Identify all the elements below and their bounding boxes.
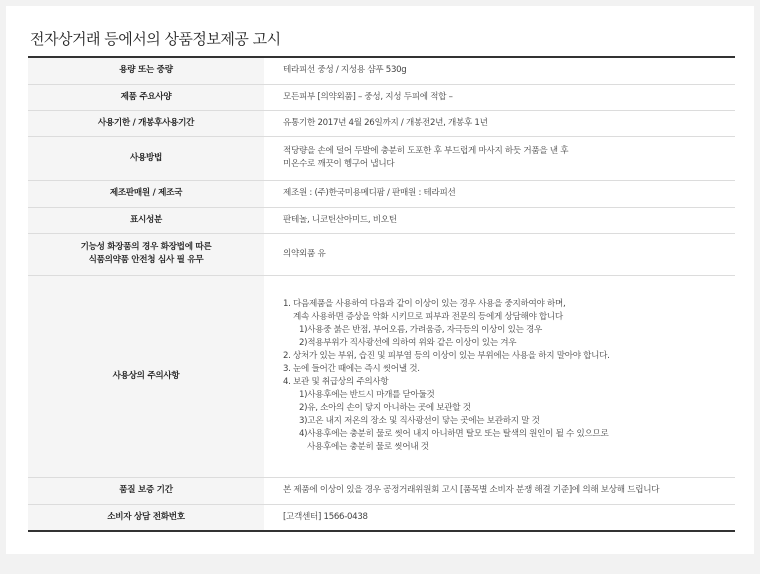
review-label-line: 식품의약품 안전청 심사 필 유무	[88, 255, 204, 265]
table-row	[28, 207, 735, 233]
caution-line: 3)고온 내지 저온의 장소 및 직사광선이 닿는 곳에는 보관하지 말 것	[299, 416, 540, 426]
row-label-usage: 사용방법	[28, 136, 264, 180]
caution-line: 사용후에는 충분히 물로 씻어내 것	[307, 442, 429, 452]
table-row	[28, 504, 735, 531]
table-row	[28, 275, 735, 477]
row-label-expiry: 사용기한 / 개봉후사용기간	[28, 110, 264, 136]
caution-line: 계속 사용하면 증상을 악화 시키므로 피부과 전문의 등에게 상담해야 합니다	[293, 312, 563, 322]
table-row	[28, 233, 735, 275]
row-label-spec: 제품 주요사양	[28, 84, 264, 110]
caution-line: 1)사용후에는 반드시 마개를 닫아둘것	[299, 390, 435, 400]
row-value-expiry: 유통기한 2017년 4월 26일까지 / 개봉전2년, 개봉후 1년	[264, 110, 735, 136]
table-row	[28, 84, 735, 110]
row-value-review: 의약외품 유	[264, 233, 735, 275]
table-row	[28, 136, 735, 180]
row-label-contact: 소비자 상담 전화번호	[28, 504, 264, 531]
row-value-cautions	[264, 275, 735, 477]
row-label-review	[28, 233, 264, 275]
row-value-contact: [고객센터] 1566-0438	[283, 511, 368, 522]
caution-line: 4. 보관 및 취급상의 주의사항	[283, 377, 389, 387]
caution-line: 2)적용부위가 직사광선에 의하여 위와 같은 이상이 있는 겨우	[299, 338, 517, 348]
page-title: 전자상거래 등에서의 상품정보제공 고시	[30, 30, 281, 48]
row-label-ingredients: 표시성분	[28, 207, 264, 233]
usage-line: 미온수로 깨끗이 헹구어 냅니다	[283, 159, 395, 169]
caution-line: 3. 눈에 들어간 때에는 즉시 씻어낼 것.	[283, 364, 420, 374]
row-label-capacity: 용량 또는 중량	[28, 57, 264, 84]
usage-line: 적당량을 손에 덜어 두발에 충분히 도포한 후 부드럽게 마사지 하듯 거품을 낸 후	[283, 146, 569, 156]
row-label-cautions: 사용상의 주의사항	[28, 275, 264, 477]
caution-line: 4)사용후에는 충분히 물로 씻어 내지 아니하면 탈모 또는 탈색의 원인이 될 수 있으므로	[299, 429, 609, 439]
row-value-warranty: 본 제품에 이상이 있을 경우 공정거래위원회 고시 [품목별 소비자 분쟁 해결 기준]에 의해 보상해 드립니다	[264, 477, 735, 504]
table-row	[28, 110, 735, 136]
table-row	[28, 477, 735, 504]
caution-line: 2)유, 소아의 손이 닿지 아니하는 곳에 보관할 것	[299, 403, 471, 413]
row-value-ingredients: 판테놀, 니코틴산아미드, 비오틴	[264, 207, 735, 233]
row-value-usage	[264, 136, 735, 180]
info-card	[6, 6, 754, 554]
row-value-spec: 모든피부 [의약외품] – 중성, 지성 두피에 적합 –	[264, 84, 735, 110]
caution-line: 1)사용중 붉은 반점, 부어오름, 가려움증, 자극등의 이상이 있는 경우	[299, 325, 543, 335]
row-label-maker: 제조판매원 / 제조국	[28, 180, 264, 207]
caution-line: 2. 상처가 있는 부위, 습진 및 피부염 등의 이상이 있는 부위에는 사용을 하지 말아야 합니다.	[283, 351, 610, 361]
product-info-table	[28, 56, 735, 532]
row-value-capacity: 테라피선 중성 / 지성용 샴푸 530g	[264, 57, 735, 84]
table-row	[28, 180, 735, 207]
table-row	[28, 57, 735, 84]
caution-line: 1. 다음제품을 사용하여 다음과 같이 이상이 있는 경우 사용을 중지하여야 하며,	[283, 299, 566, 309]
row-label-warranty: 품질 보증 기간	[28, 477, 264, 504]
review-label-line: 기능성 화장품의 경우 화장법에 따른	[80, 242, 212, 252]
row-value-maker: 제조원 : (주)한국미용메디팜 / 판매원 : 테라피선	[264, 180, 735, 207]
